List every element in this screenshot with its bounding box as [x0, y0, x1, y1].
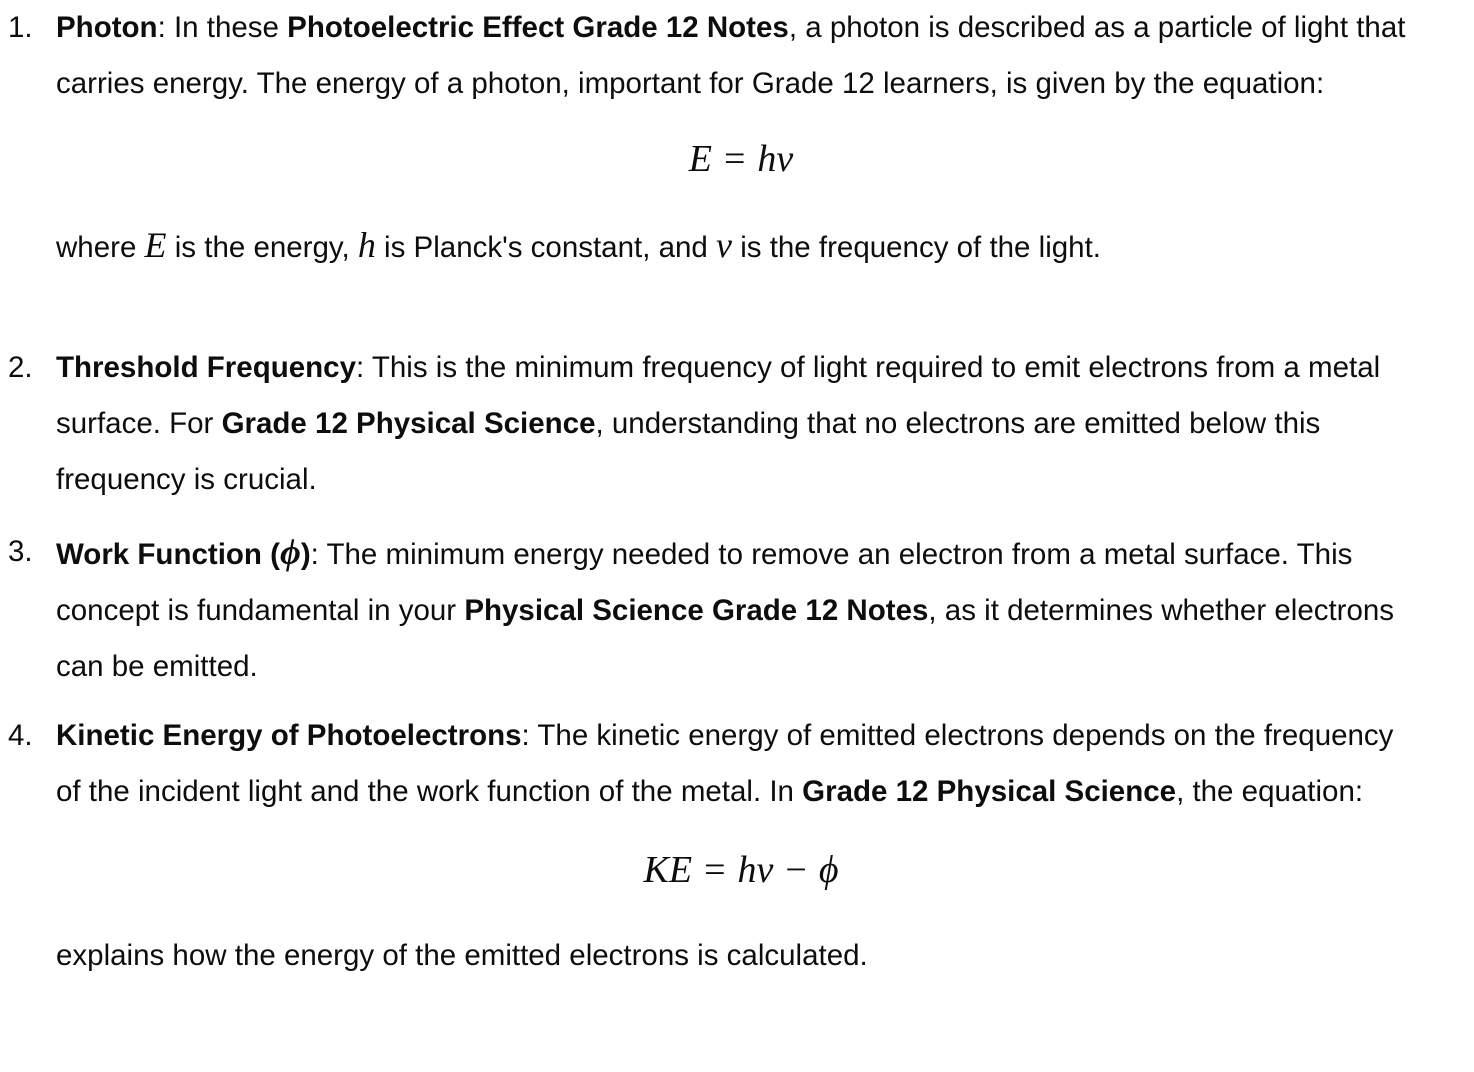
symbol-h: h: [357, 225, 376, 265]
list-number: 3.: [8, 535, 33, 568]
kinetic-energy-paragraph: [56, 708, 1426, 820]
term-threshold-frequency: Threshold Frequency: [56, 351, 356, 384]
text-span: ): [300, 538, 311, 571]
equation-lhs: E: [688, 138, 712, 180]
photon-paragraph: [56, 0, 1426, 112]
equation-lhs: KE: [643, 849, 693, 891]
list-number: 4.: [8, 719, 33, 752]
text-span: : The minimum energy needed to remove an electron from a metal surface. This concept is fundamental in your: [56, 538, 1353, 627]
text-span: : The kinetic energy of emitted electrons depends on the frequency of the incident light and the work function of the metal. In: [56, 719, 1394, 808]
symbol-nu: ν: [716, 225, 732, 265]
kinetic-energy-equation: [56, 838, 1426, 902]
text-span: : This is the minimum frequency of light required to emit electrons from a metal surface. For: [56, 351, 1381, 440]
text-span: , the equation:: [1176, 775, 1364, 808]
text-span: , a photon is described as a particle of light that carries energy. The energy of a photon, important for Grade 12 learners, is given by the equation:: [56, 11, 1406, 100]
text-span: Work Function (: [56, 538, 280, 571]
text-span: , as it determines whether electrons can be emitted.: [56, 594, 1395, 683]
bold-course-title: Grade 12 Physical Science: [802, 775, 1177, 808]
work-function-paragraph: [56, 524, 1426, 695]
threshold-paragraph: [56, 340, 1426, 508]
list-item-threshold-frequency: [0, 340, 1474, 524]
list-item-kinetic-energy: [0, 708, 1474, 1072]
symbol-phi: ϕ: [279, 532, 301, 572]
equation-minus: −: [785, 849, 807, 891]
text-span: : In these: [157, 11, 288, 44]
term-photon: Photon: [56, 11, 158, 44]
list-number: 1.: [8, 11, 33, 44]
symbol-E: E: [144, 225, 167, 265]
equation-equals: =: [704, 849, 726, 891]
photon-explanation: [56, 217, 1426, 276]
text-span: is the frequency of the light.: [732, 231, 1101, 264]
text-span: is the energy,: [166, 231, 358, 264]
list-number: 2.: [8, 351, 33, 384]
bold-course-title: Grade 12 Physical Science: [221, 407, 596, 440]
text-span: where: [56, 231, 145, 264]
list-item-photon: [0, 0, 1474, 340]
kinetic-energy-explanation: explains how the energy of the emitted electrons is calculated.: [56, 939, 868, 972]
photon-energy-equation: [56, 127, 1426, 191]
text-span: , understanding that no electrons are emitted below this frequency is crucial.: [56, 407, 1321, 496]
bold-notes-title: Photoelectric Effect Grade 12 Notes: [287, 11, 789, 44]
equation-rhs: hν: [737, 849, 774, 891]
term-kinetic-energy: Kinetic Energy of Photoelectrons: [56, 719, 522, 752]
term-work-function: [56, 532, 311, 572]
equation-rhs: hν: [757, 138, 794, 180]
bold-notes-title: Physical Science Grade 12 Notes: [464, 594, 929, 627]
list-item-work-function: [0, 524, 1474, 708]
text-span: is Planck's constant, and: [375, 231, 717, 264]
equation-equals: =: [723, 138, 746, 180]
equation-phi: ϕ: [818, 849, 839, 891]
